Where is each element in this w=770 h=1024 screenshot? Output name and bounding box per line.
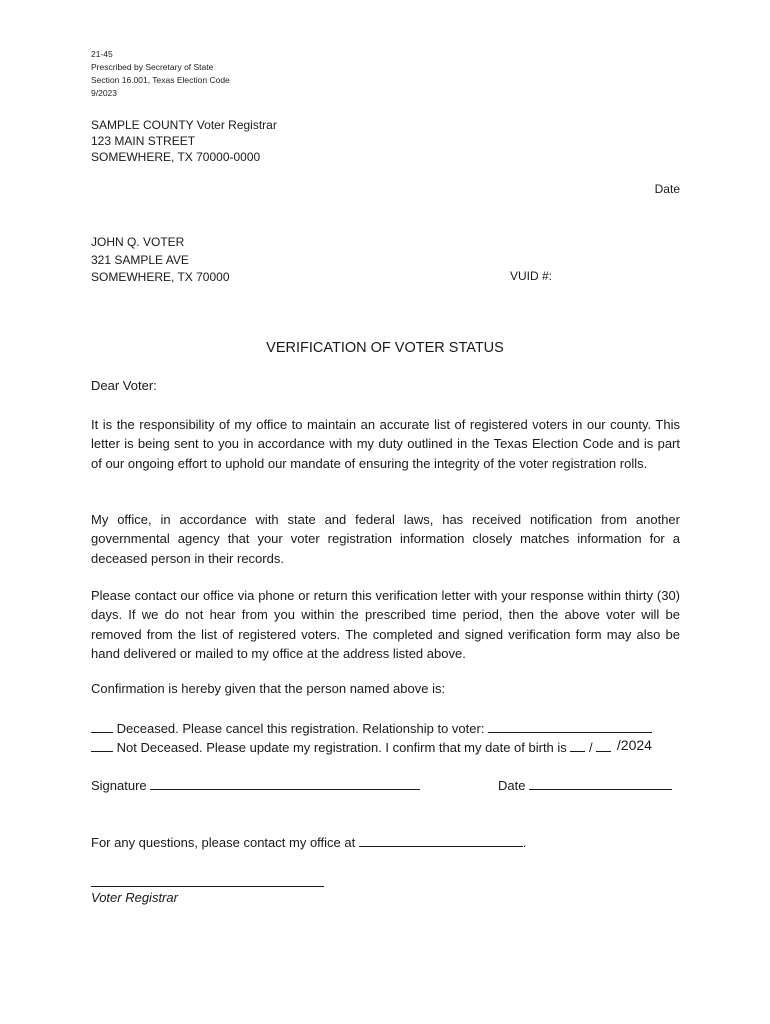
voter-address-line1: JOHN Q. VOTER — [91, 235, 185, 249]
paragraph-responsibility: It is the responsibility of my office to maintain an accurate list of registered voters in our county. This letter is being sent to you in accordance with my duty outlined in the Texas Election Code and is part of our ongoing effort to uphold our mandate of ensuring the integrity of the voter registration rolls. — [91, 417, 680, 471]
code-section: Section 16.001, Texas Election Code — [91, 75, 230, 85]
dob-year-prefix: /20 — [616, 737, 637, 753]
confirmation-text: Confirmation is hereby given that the person named above is: — [91, 681, 446, 696]
contact-line — [91, 833, 526, 850]
not-deceased-checkbox-blank[interactable] — [91, 738, 113, 752]
voter-address — [91, 234, 230, 287]
letter-date-label: Date — [654, 182, 680, 196]
form-header — [91, 48, 230, 100]
contact-phone-field[interactable] — [359, 833, 523, 847]
not-deceased-option-text: Not Deceased. Please update my registration. I confirm that my date of birth is — [116, 740, 567, 755]
dob-month-field[interactable] — [570, 738, 585, 752]
salutation: Dear Voter: — [91, 378, 157, 393]
form-revision: 9/2023 — [91, 88, 117, 98]
registrar-address — [91, 117, 277, 165]
deceased-checkbox-blank[interactable] — [91, 719, 113, 733]
option-not-deceased — [91, 738, 652, 755]
signature-label: Signature — [91, 778, 147, 793]
voter-address-line2: 321 SAMPLE AVE — [91, 252, 189, 267]
paragraph-notification: My office, in accordance with state and federal laws, has received notification from another governmental agency that your voter registration information closely matches information for a deceased person in their records. — [91, 512, 680, 566]
date-field[interactable] — [529, 776, 672, 790]
option-deceased — [91, 719, 652, 736]
dob-year-field[interactable] — [617, 737, 652, 753]
registrar-address-line2: 123 MAIN STREET — [91, 134, 196, 148]
contact-text: For any questions, please contact my office at — [91, 835, 356, 850]
dob-separator: / — [589, 740, 593, 755]
date-field-label: Date — [498, 778, 526, 793]
prescribed-by: Prescribed by Secretary of State — [91, 62, 214, 72]
contact-period: . — [522, 835, 527, 850]
voter-address-line3: SOMEWHERE, TX 70000 — [91, 270, 230, 284]
paragraph-instructions: Please contact our office via phone or return this verification letter with your response within thirty (30) days. If we do not hear from you within the prescribed time period, then the above voter will be removed from the list of registered voters. The completed and signed verification form may also be hand delivered or mailed to my office at the address listed above. — [91, 588, 680, 661]
registrar-address-line1: SAMPLE COUNTY Voter Registrar — [91, 118, 277, 132]
signature-field[interactable] — [150, 776, 420, 790]
form-number: 21-45 — [91, 49, 113, 59]
vuid-label: VUID #: — [510, 269, 553, 283]
document-title: VERIFICATION OF VOTER STATUS — [266, 340, 504, 356]
deceased-option-text: Deceased. Please cancel this registration. Relationship to voter: — [116, 721, 485, 736]
registrar-signature-label: Voter Registrar — [91, 890, 178, 905]
signature-line — [91, 776, 420, 793]
relationship-field[interactable] — [488, 719, 652, 733]
date-line — [498, 776, 672, 793]
dob-day-field[interactable] — [596, 738, 611, 752]
registrar-address-line3: SOMEWHERE, TX 70000-0000 — [91, 150, 261, 164]
registrar-signature-rule — [91, 886, 324, 887]
dob-year-filled: 24 — [636, 737, 652, 753]
